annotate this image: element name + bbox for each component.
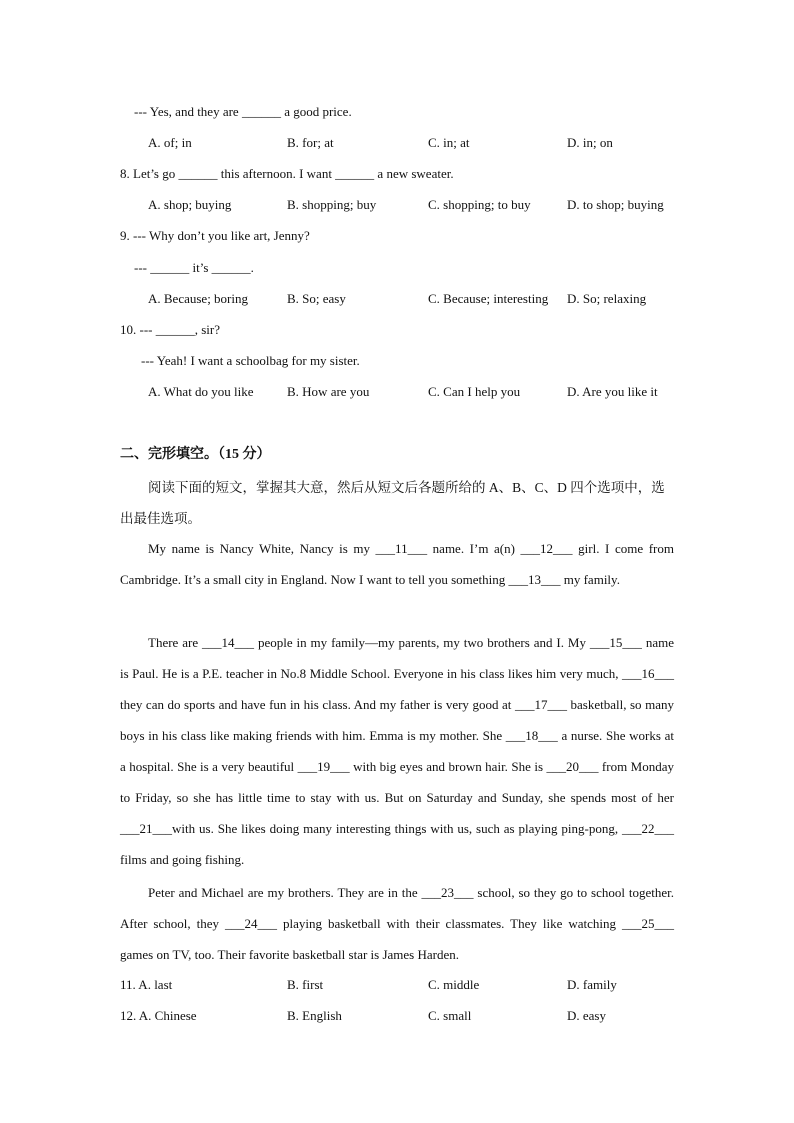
- q7-option-d: D. in; on: [567, 135, 613, 150]
- section-instruction: 阅读下面的短文，掌握其大意，然后从短文后各题所给的 A、B、C、D 四个选项中，选出最佳选项。: [120, 480, 665, 526]
- q7-option-b: B. for; at: [287, 135, 334, 150]
- q12-option-c: C. small: [428, 1008, 472, 1023]
- q8-option-b: B. shopping; buy: [287, 197, 377, 212]
- q9-option-d: D. So; relaxing: [567, 291, 647, 306]
- q9-option-c: C. Because; interesting: [428, 291, 549, 306]
- q9-option-a: A. Because; boring: [148, 291, 249, 306]
- q9-stem: 9. --- Why don’t you like art, Jenny?: [120, 228, 310, 243]
- q9-option-b: B. So; easy: [287, 291, 346, 306]
- q10-option-b: B. How are you: [287, 384, 370, 399]
- q10-reply: --- Yeah! I want a schoolbag for my sister.: [141, 353, 360, 368]
- passage-paragraph-3: Peter and Michael are my brothers. They are in the ___23___ school, so they go to school together. After school, they ___24___ playing basketball with their classmates. They like watching ___25___ games on TV, too. Their favorite basketball star is James Harden.: [120, 885, 674, 962]
- q8-option-c: C. shopping; to buy: [428, 197, 531, 212]
- q8-option-a: A. shop; buying: [148, 197, 232, 212]
- q11-option-a: 11. A. last: [120, 977, 173, 992]
- section-heading: 二、完形填空。（15 分）: [120, 447, 271, 462]
- q7-reply: --- Yes, and they are ______ a good price.: [134, 104, 352, 119]
- q10-option-d: D. Are you like it: [567, 384, 658, 399]
- q8-option-d: D. to shop; buying: [567, 197, 664, 212]
- passage-paragraph-2: There are ___14___ people in my family—my parents, my two brothers and I. My ___15___ name is Paul. He is a P.E. teacher in No.8 Middle School. Everyone in his class likes him very much, ___16___ they can do sports and have fun in his class. And my father is very good at ___17___ basketball, so many boys in his class like making friends with him. Emma is my mother. She ___18___ a nurse. She works at a hospital. She is a very beautiful ___19___ with big eyes and brown hair. She is ___20___ from Monday to Friday, so she has little time to stay with us. But on Saturday and Sunday, she spends most of her ___21___with us. She likes doing many interesting things with us, such as playing ping-pong, ___22___ films and going fishing.: [120, 635, 674, 867]
- passage-paragraph-1: My name is Nancy White, Nancy is my ___11___ name. I’m a(n) ___12___ girl. I come from Cambridge. It’s a small city in England. Now I want to tell you something ___13___ my family.: [120, 541, 674, 587]
- q11-option-b: B. first: [287, 977, 324, 992]
- q7-option-c: C. in; at: [428, 135, 470, 150]
- q12-option-d: D. easy: [567, 1008, 606, 1023]
- q12-option-b: B. English: [287, 1008, 342, 1023]
- q11-option-d: D. family: [567, 977, 617, 992]
- q9-reply: --- ______ it’s ______.: [134, 260, 254, 275]
- q12-option-a: 12. A. Chinese: [120, 1008, 197, 1023]
- q10-stem: 10. --- ______, sir?: [120, 322, 221, 337]
- q7-option-a: A. of; in: [148, 135, 192, 150]
- q8-stem: 8. Let’s go ______ this afternoon. I want ______ a new sweater.: [120, 166, 454, 181]
- q10-option-a: A. What do you like: [148, 384, 254, 399]
- q10-option-c: C. Can I help you: [428, 384, 521, 399]
- q11-option-c: C. middle: [428, 977, 480, 992]
